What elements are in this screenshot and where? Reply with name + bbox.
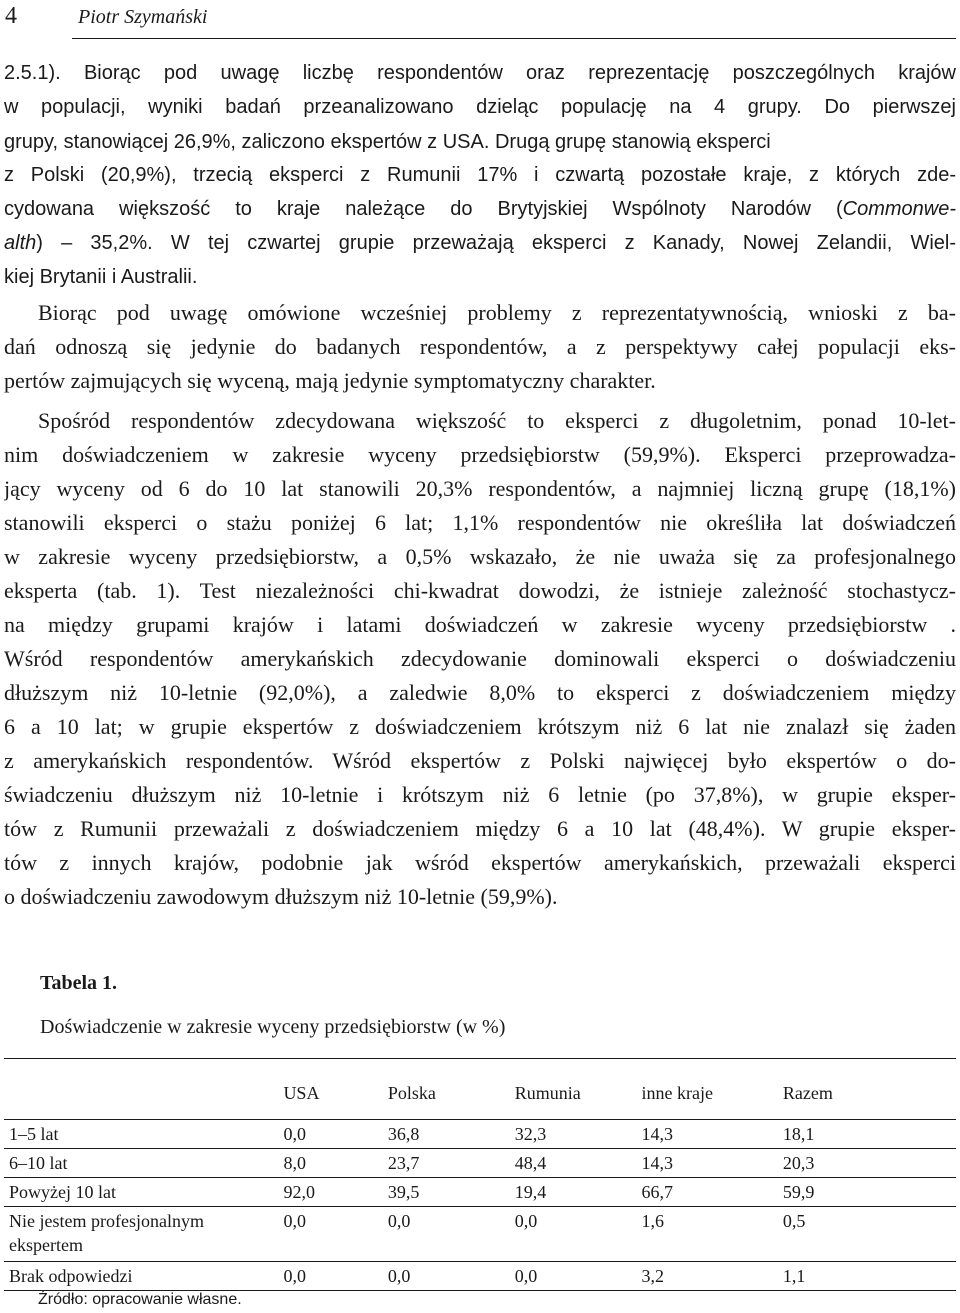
table-cell: 6–10 lat [4, 1149, 278, 1178]
running-header-author: Piotr Szymański [78, 6, 208, 28]
table-cell: 92,0 [278, 1178, 382, 1207]
table-header-row [4, 1059, 956, 1120]
text-span: Drugą grupę stanowią eksperci [489, 131, 771, 153]
table-header-cell: Polska [383, 1059, 510, 1120]
text-line [4, 124, 956, 158]
text-span-italic: alth [4, 232, 37, 254]
table-cell: 1,6 [637, 1207, 778, 1262]
table-header-cell: Rumunia [510, 1059, 637, 1120]
table-cell: 1,1 [778, 1262, 956, 1291]
table-cell: 0,5 [778, 1207, 956, 1262]
text-line: Biorąc pod uwagę omówione wcześniej problemy z reprezentatywnością, wnioski z ba- [38, 300, 956, 325]
text-span: cydowana większość to kraje należące do Brytyjskiej Wspólnoty Narodów ( [4, 198, 843, 220]
table-cell: 48,4 [510, 1149, 637, 1178]
table-row [4, 1120, 956, 1149]
data-table [4, 1058, 956, 1291]
text-line: tów z Rumunii przeważali z doświadczeniem między 6 a 10 lat (48,4%). W grupie eksper- [4, 816, 956, 841]
text-line: pertów zajmujących się wyceną, mają jedynie symptomatyczny charakter. [4, 368, 656, 393]
table-cell: 39,5 [383, 1178, 510, 1207]
text-line: Spośród respondentów zdecydowana większość to eksperci z długoletnim, ponad 10-let- [38, 408, 956, 433]
table-cell: 0,0 [383, 1207, 510, 1262]
table-cell: 32,3 [510, 1120, 637, 1149]
table-cell: 14,3 [637, 1149, 778, 1178]
text-line: z Polski (20,9%), trzecią eksperci z Rumunii 17% i czwartą pozostałe kraje, z których zde- [4, 164, 956, 186]
table-header-cell [4, 1059, 278, 1120]
text-span: grupy, stanowiącej 26,9%, zaliczono ekspertów z USA. [4, 131, 490, 153]
table-cell: 8,0 [278, 1149, 382, 1178]
header-rule [72, 38, 956, 39]
text-line: dłuższym niż 10-letnie (92,0%), a zaledwie 8,0% to eksperci z doświadczeniem między [4, 680, 956, 705]
table-cell: 20,3 [778, 1149, 956, 1178]
table-cell: 18,1 [778, 1120, 956, 1149]
text-line: stanowili eksperci o stażu poniżej 6 lat; 1,1% respondentów nie określiła lat doświadczeń [4, 510, 956, 535]
table-cell: 3,2 [637, 1262, 778, 1291]
table-cell: 0,0 [278, 1120, 382, 1149]
text-line: w zakresie wyceny przedsiębiorstw, a 0,5% wskazało, że nie uważa się za profesjonalnego [4, 544, 956, 569]
text-line: 6 a 10 lat; w grupie ekspertów z doświadczeniem krótszym niż 6 lat nie znalazł się żaden [4, 714, 956, 739]
text-line [4, 226, 956, 260]
text-line: kiej Brytanii i Australii. [4, 266, 198, 288]
table-cell: 23,7 [383, 1149, 510, 1178]
table-cell: 19,4 [510, 1178, 637, 1207]
table-row [4, 1262, 956, 1291]
text-line [4, 192, 956, 226]
text-line: nim doświadczeniem w zakresie wyceny przedsiębiorstw (59,9%). Eksperci przeprowadza- [4, 442, 956, 467]
text-line: na między grupami krajów i latami doświadczeń w zakresie wyceny przedsiębiorstw . [4, 612, 956, 637]
text-span-italic: Commonwe- [842, 198, 956, 220]
table-cell: 66,7 [637, 1178, 778, 1207]
text-line: jący wyceny od 6 do 10 lat stanowili 20,3% respondentów, a najmniej liczną grupę (18,1%) [4, 476, 956, 501]
text-line: tów z innych krajów, podobnie jak wśród ekspertów amerykańskich, przeważali eksperci [4, 850, 956, 875]
table-cell: 0,0 [383, 1262, 510, 1291]
table-header-cell: inne kraje [637, 1059, 778, 1120]
text-line: o doświadczeniu zawodowym dłuższym niż 10-letnie (59,9%). [4, 884, 558, 909]
table-cell: 1–5 lat [4, 1120, 278, 1149]
text-line: z amerykańskich respondentów. Wśród ekspertów z Polski najwięcej było ekspertów o do- [4, 748, 956, 773]
table-cell: Brak odpowiedzi [4, 1262, 278, 1291]
running-header [0, 0, 960, 40]
table-header-cell: Razem [778, 1059, 956, 1120]
table-caption: Doświadczenie w zakresie wyceny przedsiębiorstw (w %) [40, 1016, 506, 1038]
table-cell: 14,3 [637, 1120, 778, 1149]
table-cell: 59,9 [778, 1178, 956, 1207]
page-number: 4 [5, 3, 17, 29]
text-line: eksperta (tab. 1). Test niezależności chi-kwadrat dowodzi, że istnieje zależność stochastycz- [4, 578, 956, 603]
text-line: 2.5.1). Biorąc pod uwagę liczbę respondentów oraz reprezentację poszczególnych krajów [4, 62, 956, 84]
text-line: w populacji, wyniki badań przeanalizowano dzieląc populację na 4 grupy. Do pierwszej [4, 96, 956, 118]
text-line: świadczeniu dłuższym niż 10-letnie i krótszym niż 6 letnie (po 37,8%), w grupie eksper- [4, 782, 956, 807]
table-cell: 0,0 [278, 1207, 382, 1262]
text-line: Wśród respondentów amerykańskich zdecydowanie dominowali eksperci o doświadczeniu [4, 646, 956, 671]
text-line: dań odnoszą się jedynie do badanych respondentów, a z perspektywy całej populacji eks- [4, 334, 956, 359]
table-cell: 0,0 [510, 1262, 637, 1291]
table-header-cell: USA [278, 1059, 382, 1120]
table-row [4, 1178, 956, 1207]
table-row [4, 1149, 956, 1178]
table-cell: 0,0 [278, 1262, 382, 1291]
table-cell: 36,8 [383, 1120, 510, 1149]
table-label: Tabela 1. [40, 972, 118, 994]
table-cell: Powyżej 10 lat [4, 1178, 278, 1207]
table-row [4, 1207, 956, 1262]
table-cell: 0,0 [510, 1207, 637, 1262]
table-source-note: Źródło: opracowanie własne. [38, 1291, 242, 1308]
text-span: ) – 35,2%. W tej czwartej grupie przeważają eksperci z Kanady, Nowej Zelandii, Wiel- [36, 232, 956, 254]
table-cell: Nie jestem profesjonalnym ekspertem [4, 1207, 278, 1262]
